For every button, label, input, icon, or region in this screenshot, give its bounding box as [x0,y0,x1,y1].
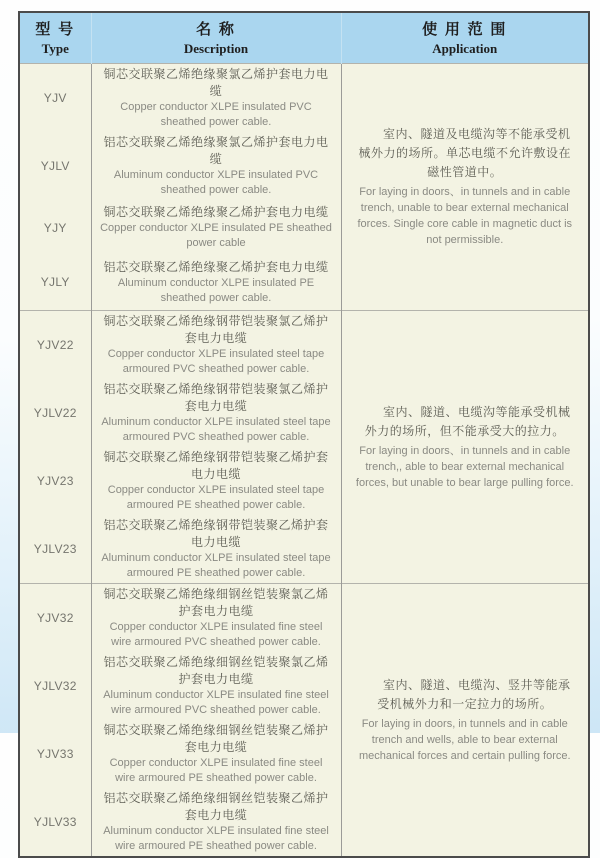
header-row [19,12,589,64]
description-cell [91,583,341,652]
header-description [91,12,341,64]
description-en: Aluminum conductor XLPE insulated PE sheathed power cable. [117,276,315,304]
description-zh: 铝芯交联聚乙烯绝缘钢带铠装聚氯乙烯护套电力电缆 [103,381,329,413]
application-en: For laying in doors, in tunnels and in cable trench and wells, able to bear external mechanical forces and certain pulling force. [358,717,571,762]
description-cell [91,255,341,310]
table-section-3 [19,583,589,857]
type-cell: YJLV33 [19,788,91,857]
table-section-2 [19,310,589,583]
description-en: Aluminum conductor XLPE insulated fine steel wire armoured PE sheathed power cable. [103,824,329,852]
description-cell [91,788,341,857]
type-cell: YJV33 [19,720,91,788]
description-en: Copper conductor XLPE insulated PVC sheathed power cable. [120,101,312,128]
description-en: Copper conductor XLPE insulated fine steel wire armoured PE sheathed power cable. [109,756,323,784]
application-cell [341,310,589,583]
description-en: Copper conductor XLPE insulated steel tape armoured PVC sheathed power cable. [107,347,325,375]
description-cell [91,200,341,255]
type-cell: YJY [19,200,91,255]
type-cell: YJV23 [19,447,91,515]
table-section-1 [19,64,589,311]
description-zh: 铝芯交联聚乙烯绝缘聚氯乙烯护套电力电缆 [103,135,329,166]
table-header [19,12,589,64]
type-cell: YJV [19,64,91,133]
description-zh: 铜芯交联聚乙烯绝缘钢带铠装聚氯乙烯护套电力电缆 [103,313,329,345]
description-cell [91,310,341,379]
application-en: For laying in doors、in tunnels and in cable trench,, able to bear external mechanical forces, but unable to bear large pulling force. [355,444,574,489]
type-cell: YJV32 [19,583,91,652]
description-cell [91,515,341,584]
header-application-en: Application [432,40,498,56]
header-type-zh: 型 号 [35,21,76,38]
description-en: Copper conductor XLPE insulated steel tape armoured PE sheathed power cable. [107,483,325,511]
description-zh: 铝芯交联聚乙烯绝缘细钢丝铠装聚氯乙烯护套电力电缆 [103,654,329,686]
description-en: Copper conductor XLPE insulated fine steel wire armoured PVC sheathed power cable. [109,620,323,648]
description-en: Aluminum conductor XLPE insulated fine steel wire armoured PVC sheathed power cable. [103,688,329,716]
type-cell: YJLV23 [19,515,91,584]
type-cell: YJLV22 [19,379,91,447]
type-cell: YJLV [19,132,91,200]
table-row [19,64,589,133]
application-zh: 室内、隧道、电缆沟等能承受机械外力的场所，但不能承受大的拉力。 [364,404,571,438]
application-en: For laying in doors、in tunnels and in cable trench, unable to bear external mechanical forces. Single core cable in magnetic duct is not permissible. [357,186,573,247]
description-cell [91,447,341,515]
description-zh: 铜芯交联聚乙烯绝缘细钢丝铠装聚乙烯护套电力电缆 [103,722,329,754]
description-cell [91,64,341,133]
description-zh: 铝芯交联聚乙烯绝缘细钢丝铠装聚乙烯护套电力电缆 [103,790,329,822]
application-cell [341,64,589,311]
description-zh: 铜芯交联聚乙烯绝缘聚氯乙烯护套电力电缆 [103,67,329,98]
type-cell: YJLY [19,255,91,310]
header-description-en: Description [183,40,249,56]
header-type [19,12,91,64]
description-cell [91,720,341,788]
description-zh: 铝芯交联聚乙烯绝缘钢带铠装聚乙烯护套电力电缆 [103,517,329,549]
description-cell [91,652,341,720]
description-en: Copper conductor XLPE insulated PE sheathed power cable [100,222,332,249]
description-zh: 铜芯交联聚乙烯绝缘细钢丝铠装聚氯乙烯护套电力电缆 [103,586,329,618]
application-zh: 室内、隧道及电缆沟等不能承受机械外力的场所。单芯电缆不允许敷设在磁性管道中。 [358,127,571,180]
description-zh: 铝芯交联聚乙烯绝缘聚乙烯护套电力电缆 [103,259,329,274]
description-en: Aluminum conductor XLPE insulated PVC sheathed power cable. [113,169,319,196]
header-type-en: Type [41,40,69,56]
description-cell [91,379,341,447]
application-cell [341,583,589,857]
table-row [19,583,589,652]
type-cell: YJV22 [19,310,91,379]
type-cell: YJLV32 [19,652,91,720]
application-zh: 室内、隧道、电缆沟、竖井等能承受机械外力和一定拉力的场所。 [377,677,571,711]
description-zh: 铜芯交联聚乙烯绝缘钢带铠装聚乙烯护套电力电缆 [103,449,329,481]
header-application-zh: 使 用 范 围 [422,21,508,38]
cable-spec-table [18,11,590,858]
table-row [19,310,589,379]
description-en: Aluminum conductor XLPE insulated steel tape armoured PE sheathed power cable. [101,551,331,579]
header-application [341,12,589,64]
header-description-zh: 名 称 [196,21,236,38]
description-zh: 铜芯交联聚乙烯绝缘聚乙烯护套电力电缆 [103,205,329,219]
description-cell [91,132,341,200]
description-en: Aluminum conductor XLPE insulated steel tape armoured PVC sheathed power cable. [101,415,331,443]
